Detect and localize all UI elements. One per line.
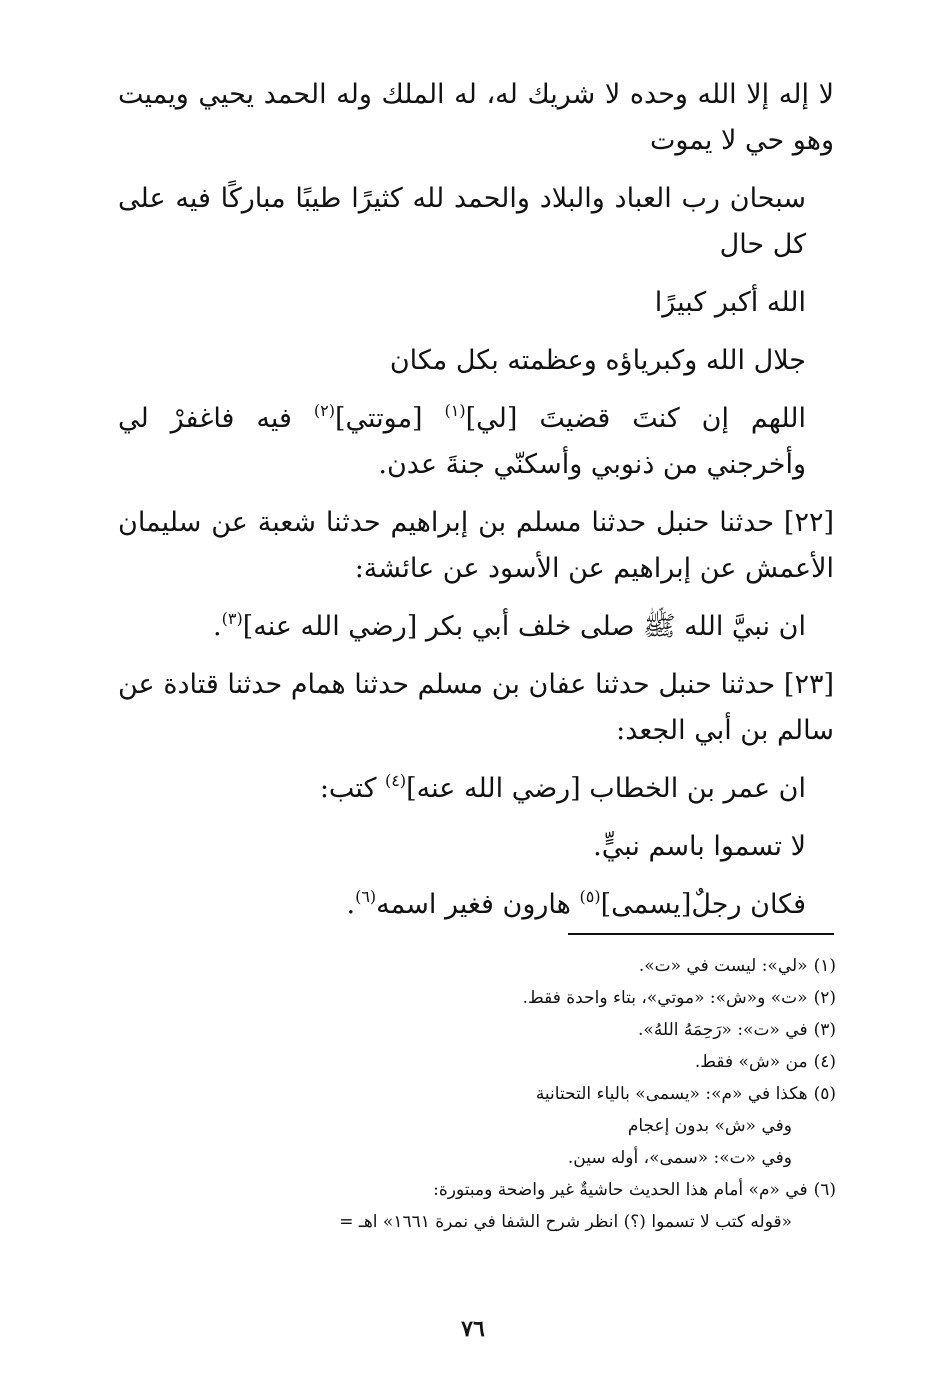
hadith-22-matn <box>118 604 834 650</box>
footnote-number: (٦) <box>813 1180 836 1200</box>
paragraph-text: [٢٣] حدثنا حنبل حدثنا عفان بن مسلم حدثنا همام حدثنا قتادة عن سالم بن أبي الجعد: <box>118 669 834 746</box>
paragraph-subhan <box>118 176 834 268</box>
footnote-text: «ت» و«ش»: «موتي»، بتاء واحدة فقط. <box>522 988 808 1008</box>
hadith-23-matn <box>118 766 834 812</box>
paragraph-text: هارون فغير اسمه <box>376 889 580 920</box>
footnote-text: وفي «ت»: «سمى»، أوله سين. <box>567 1148 792 1168</box>
paragraph-text: لا إله إلا الله وحده لا شريك له، له الملك وله الحمد يحيي ويميت وهو حي لا يموت <box>118 79 834 156</box>
footnote-1 <box>270 952 836 980</box>
hadith-23-story <box>118 882 834 928</box>
paragraph-text: فيه فاغفرْ لي وأخرجني من ذنوبي وأسكنّي جنةَ عدن. <box>118 403 806 480</box>
paragraph-text: سبحان رب العباد والبلاد والحمد لله كثيرًا طيبًا مباركًا فيه على كل حال <box>118 183 806 260</box>
footnote-ref-6[interactable]: (٦) <box>355 887 377 906</box>
paragraph-text: كتب: <box>319 773 386 804</box>
footnote-text: «لي»: ليست في «ت». <box>638 956 808 976</box>
paragraph-text: فكان رجلٌ[يسمى] <box>600 889 806 920</box>
paragraph-dua <box>118 396 834 488</box>
main-text <box>118 72 834 940</box>
paragraph-text: ان نبيَّ الله ﷺ صلى خلف أبي بكر [رضي الله عنه] <box>242 611 806 642</box>
paragraph-text: لا تسموا باسم نبيٍّ. <box>593 831 806 862</box>
paragraph-text: [٢٢] حدثنا حنبل حدثنا مسلم بن إبراهيم حدثنا شعبة عن سليمان الأعمش عن إبراهيم عن الأسود عن عائشة: <box>118 507 834 584</box>
footnote-number: (٥) <box>813 1084 836 1104</box>
paragraph-jalal <box>118 338 834 384</box>
footnote-text: «قوله كتب لا تسموا (؟) انظر شرح الشفا في نمرة ١٦٦١» اهـ = <box>339 1212 792 1232</box>
hadith-23-quote <box>118 824 834 870</box>
footnote-4 <box>270 1048 836 1076</box>
footnote-ref-2[interactable]: (٢) <box>313 401 335 420</box>
hadith-22-isnad <box>118 500 834 592</box>
footnotes <box>270 952 836 1240</box>
footnote-text: في «ت»: «رَحِمَهُ اللهُ». <box>638 1020 808 1040</box>
footnote-3 <box>270 1016 836 1044</box>
paragraph-text: . <box>346 889 356 920</box>
footnote-5 <box>270 1080 836 1108</box>
footnote-6-line-2 <box>270 1208 836 1236</box>
paragraph-takbir <box>118 280 834 326</box>
footnote-text: في «م» أمام هذا الحديث حاشيةٌ غير واضحة ومبتورة: <box>433 1180 808 1200</box>
paragraph-text: اللهم إن كنتَ قضيتَ [لي] <box>465 403 806 434</box>
footnote-ref-5[interactable]: (٥) <box>579 887 601 906</box>
footnote-divider <box>568 933 834 935</box>
footnote-ref-4[interactable]: (٤) <box>385 771 407 790</box>
footnote-ref-3[interactable]: (٣) <box>221 609 243 628</box>
footnote-6 <box>270 1176 836 1204</box>
paragraph-text: . <box>213 611 222 642</box>
footnote-number: (٢) <box>813 988 836 1008</box>
footnote-ref-1[interactable]: (١) <box>444 401 466 420</box>
footnote-5-line-3 <box>270 1144 836 1172</box>
paragraph-text: الله أكبر كبيرًا <box>654 287 806 318</box>
footnote-text: هكذا في «م»: «يسمى» بالياء التحتانية <box>535 1084 808 1104</box>
footnote-2 <box>270 984 836 1012</box>
footnote-text: وفي «ش» بدون إعجام <box>627 1116 792 1136</box>
footnote-text: من «ش» فقط. <box>694 1052 808 1072</box>
paragraph-text: جلال الله وكبرياؤه وعظمته بكل مكان <box>389 345 806 376</box>
hadith-23-isnad <box>118 662 834 754</box>
footnote-5-line-2 <box>270 1112 836 1140</box>
footnote-number: (٤) <box>813 1052 836 1072</box>
page-number: ٧٦ <box>461 1316 485 1342</box>
paragraph-text: ان عمر بن الخطاب [رضي الله عنه] <box>406 773 806 804</box>
paragraph-tahlil <box>118 72 834 164</box>
paragraph-text: [موتتي] <box>334 403 445 434</box>
footnote-number: (١) <box>813 956 836 976</box>
footnote-number: (٣) <box>813 1020 836 1040</box>
